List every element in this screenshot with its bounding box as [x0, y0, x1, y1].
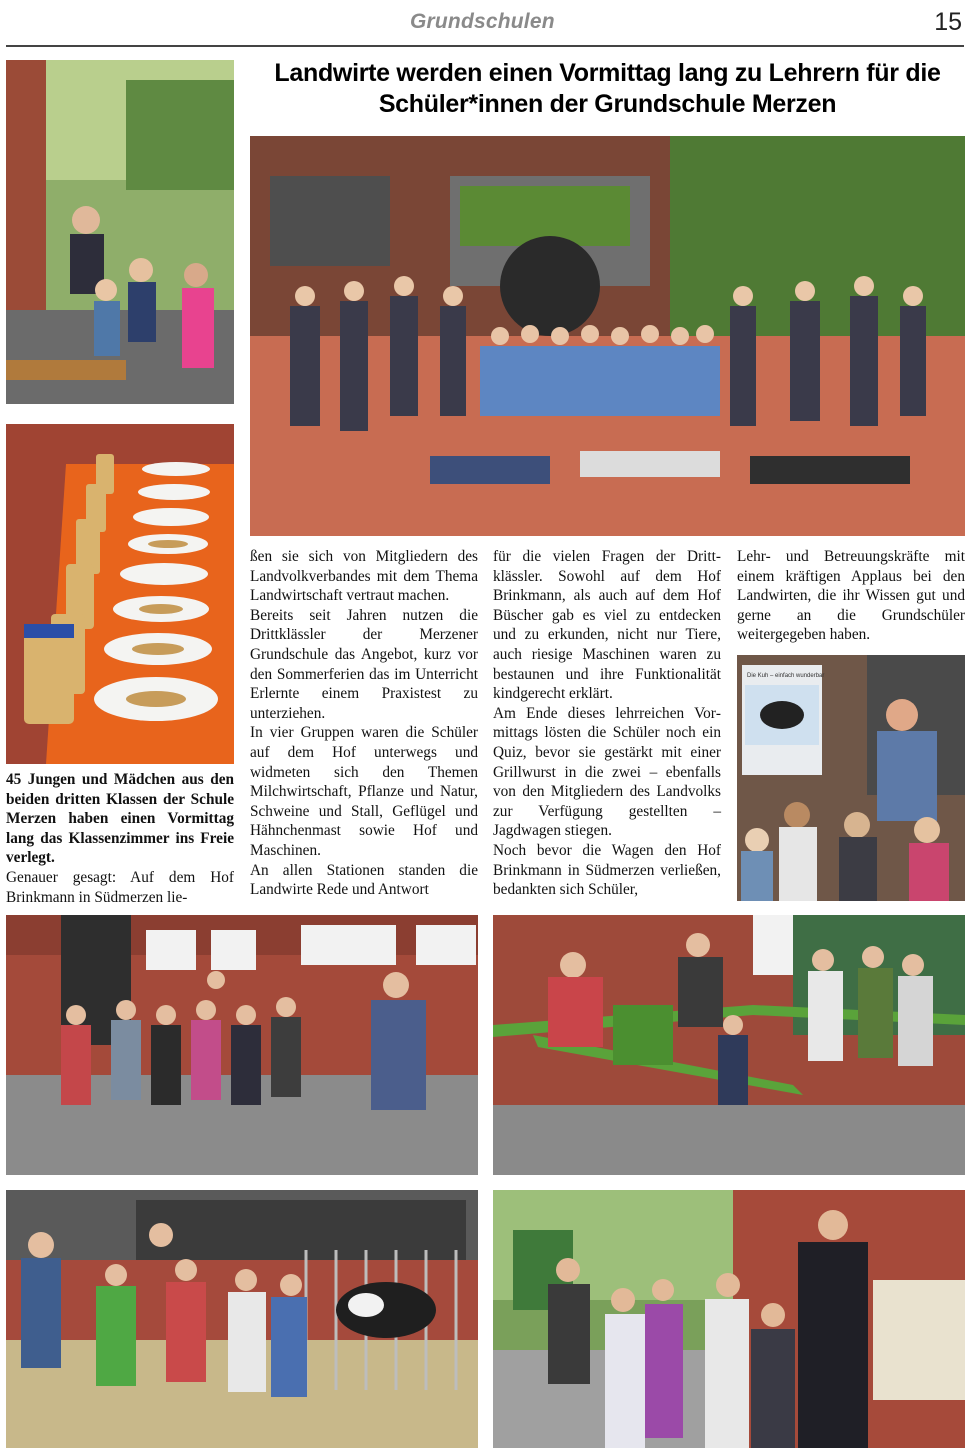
photo-sprayer-machine	[493, 915, 965, 1175]
headline-line-2: Schüler*innen der Grundschule Merzen	[378, 90, 837, 118]
photo-grain-samples-table	[6, 424, 234, 764]
article-column-4	[737, 547, 965, 645]
article-paragraph: Genauer gesagt: Auf dem Hof Brinkmann in Südmerzen lie-	[6, 868, 234, 906]
header-divider	[6, 45, 964, 47]
article-paragraph: Noch bevor die Wagen den Hof Brinkmann in Südmerzen verließen, bedankten sich Schüler,	[493, 841, 721, 899]
article-column-2	[250, 547, 478, 900]
article-column-3	[493, 547, 721, 900]
poster-text: Die Kuh – einfach wunderbar	[747, 673, 825, 679]
photo-children-at-poster	[493, 1190, 965, 1448]
article-lead: 45 Jungen und Mädchen aus den beiden dritten Klassen der Schule Merzen haben einen Vormittag lang das Klassenzimmer ins Freie verlegt.	[6, 771, 234, 867]
article-paragraph: In vier Gruppen waren die Schüler auf dem Hof unterwegs und widmeten sich den Themen Milchwirtschaft, Pflanze und Natur, Schweine und Stall, Geflügel und Hähnchenmast sowie Hof und Maschinen.	[250, 724, 478, 859]
article-paragraph: Bereits seit Jahren nutzen die Drittklässler der Merzener Grundschule das Angebot, kurz vor den Sommerferien das im Unterricht Erlernte einem Praxistest zu unterziehen.	[250, 606, 478, 722]
photo-farmer-with-poster	[737, 655, 965, 901]
photo-group-with-tractor	[250, 136, 965, 536]
article-column-1	[6, 770, 234, 907]
article-paragraph: Lehr- und Betreuungskräfte mit einem kräftigen Applaus bei den Landwirten, die ihr Wissen gut und gerne an die Grundschüler weitergegeben haben.	[737, 548, 965, 644]
article-paragraph: Am Ende dieses lehrreichen Vormittags lösten die Schüler noch ein Quiz, bevor sie gestärkt mit einer Grillwurst in die zwei – ebenfalls von den Mitgliedern des Landvolks zur Verfügung gestellten – Jagdwagen stiegen.	[493, 704, 721, 840]
article-headline	[250, 58, 965, 120]
headline-line-1: Landwirte werden einen Vormittag lang zu Lehrern für die	[274, 59, 941, 87]
article-paragraph: für die vielen Fragen der Drittklässler. Sowohl auf dem Hof Brinkmann, als auch auf dem Hof Büscher gab es viel zu entdecken und zu erkunden, nicht nur Tiere, auch riesige Maschinen waren zu bestaunen und ihre Funktionalität kindgerecht erklärt.	[493, 548, 721, 703]
photo-cow-stable	[6, 1190, 478, 1448]
article-paragraph: ßen sie sich von Mitgliedern des Landvolkverbandes mit dem Thema Landwirtschaft vertraut machen.	[250, 548, 478, 605]
photo-group-outside-barn	[6, 915, 478, 1175]
section-title: Grundschulen	[410, 10, 555, 33]
page-number: 15	[934, 8, 962, 36]
article-paragraph: An allen Stationen standen die Landwirte Rede und Antwort	[250, 861, 478, 899]
photo-children-at-farm-table	[6, 60, 234, 404]
